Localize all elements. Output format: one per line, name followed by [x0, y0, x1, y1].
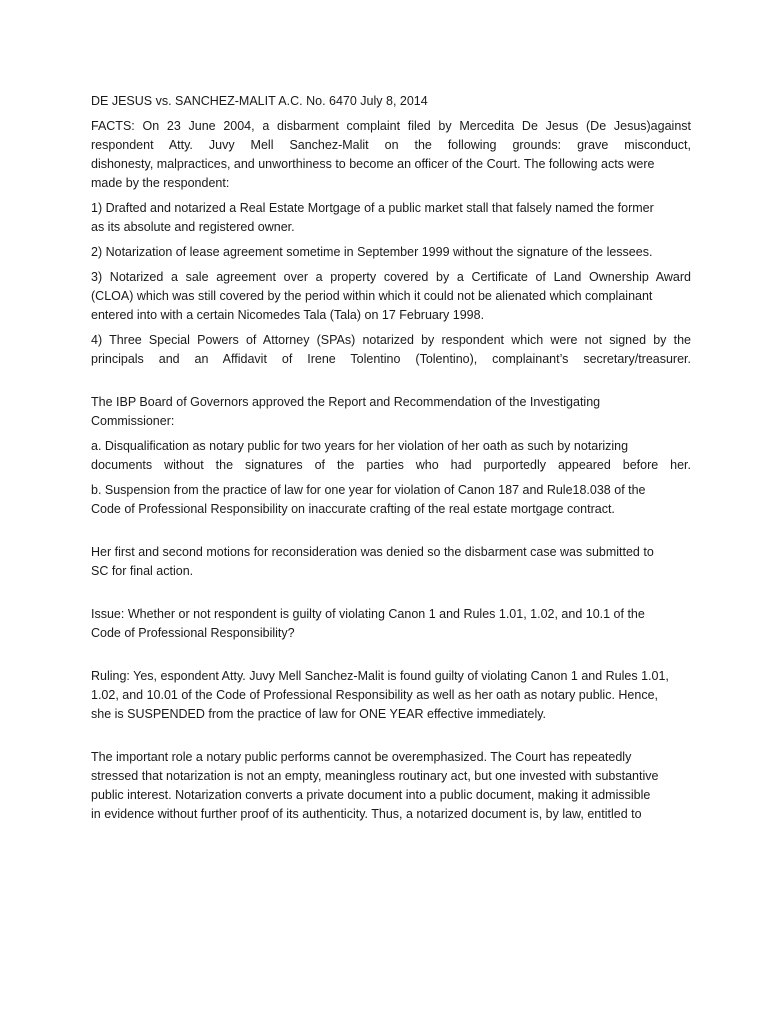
act-item-4: [91, 331, 691, 369]
act-line: (CLOA) which was still covered by the period within which it could not be alienated which complainant: [91, 289, 653, 303]
notary-line: stressed that notarization is not an empty, meaningless routinary act, but one invested with substantive: [91, 769, 659, 783]
ruling-line: 1.02, and 10.01 of the Code of Professional Responsibility as well as her oath as notary public. Hence,: [91, 688, 659, 702]
ibp-paragraph: [91, 393, 691, 431]
issue-line: Code of Professional Responsibility?: [91, 626, 295, 640]
ruling-line: she is SUSPENDED from the practice of law for ONE YEAR effective immediately.: [91, 707, 547, 721]
ibp-line: documents without the signatures of the parties who had purportedly appeared before her.: [91, 458, 691, 472]
ibp-item-a: [91, 437, 691, 475]
act-item-3: [91, 268, 691, 325]
facts-line: respondent Atty. Juvy Mell Sanchez-Malit on the following grounds: grave misconduct,: [91, 138, 691, 152]
issue-paragraph: [91, 605, 691, 643]
act-line: principals and an Affidavit of Irene Tolentino (Tolentino), complainant’s secretary/treasurer.: [91, 352, 691, 366]
facts-paragraph: [91, 117, 691, 193]
ibp-line: Code of Professional Responsibility on inaccurate crafting of the real estate mortgage contract.: [91, 502, 615, 516]
notary-line: in evidence without further proof of its authenticity. Thus, a notarized document is, by law, entitled to: [91, 807, 642, 821]
motions-line: Her first and second motions for reconsideration was denied so the disbarment case was submitted to: [91, 545, 654, 559]
facts-line: made by the respondent:: [91, 176, 230, 190]
facts-line: FACTS: On 23 June 2004, a disbarment complaint filed by Mercedita De Jesus (De Jesus)against: [91, 119, 691, 133]
act-item-1: [91, 199, 691, 237]
ibp-line: The IBP Board of Governors approved the Report and Recommendation of the Investigating: [91, 395, 601, 409]
ibp-line: b. Suspension from the practice of law for one year for violation of Canon 187 and Rule18.038 of the: [91, 483, 646, 497]
act-line: as its absolute and registered owner.: [91, 220, 295, 234]
document-title: DE JESUS vs. SANCHEZ-MALIT A.C. No. 6470 July 8, 2014: [91, 94, 428, 108]
act-line: 2) Notarization of lease agreement sometime in September 1999 without the signature of the lessees.: [91, 245, 653, 259]
ruling-line: Ruling: Yes, espondent Atty. Juvy Mell Sanchez-Malit is found guilty of violating Canon 1 and Rules 1.01,: [91, 669, 669, 683]
act-line: 3) Notarized a sale agreement over a property covered by a Certificate of Land Ownership Award: [91, 270, 691, 284]
ibp-line: a. Disqualification as notary public for two years for her violation of her oath as such by notarizing: [91, 439, 629, 453]
act-line: 1) Drafted and notarized a Real Estate Mortgage of a public market stall that falsely named the former: [91, 201, 654, 215]
notary-paragraph: [91, 748, 691, 824]
notary-line: public interest. Notarization converts a private document into a public document, making it admissible: [91, 788, 651, 802]
motions-paragraph: [91, 543, 691, 581]
act-line: 4) Three Special Powers of Attorney (SPAs) notarized by respondent which were not signed by the: [91, 333, 691, 347]
ibp-line: Commissioner:: [91, 414, 175, 428]
facts-line: dishonesty, malpractices, and unworthiness to become an officer of the Court. The following acts were: [91, 157, 655, 171]
ruling-paragraph: [91, 667, 691, 724]
ibp-item-b: [91, 481, 691, 519]
act-line: entered into with a certain Nicomedes Tala (Tala) on 17 February 1998.: [91, 308, 485, 322]
act-item-2: [91, 243, 691, 262]
motions-line: SC for final action.: [91, 564, 194, 578]
notary-line: The important role a notary public performs cannot be overemphasized. The Court has repeatedly: [91, 750, 632, 764]
document-body: [91, 92, 691, 824]
issue-line: Issue: Whether or not respondent is guilty of violating Canon 1 and Rules 1.01, 1.02, and 10.1 of the: [91, 607, 645, 621]
